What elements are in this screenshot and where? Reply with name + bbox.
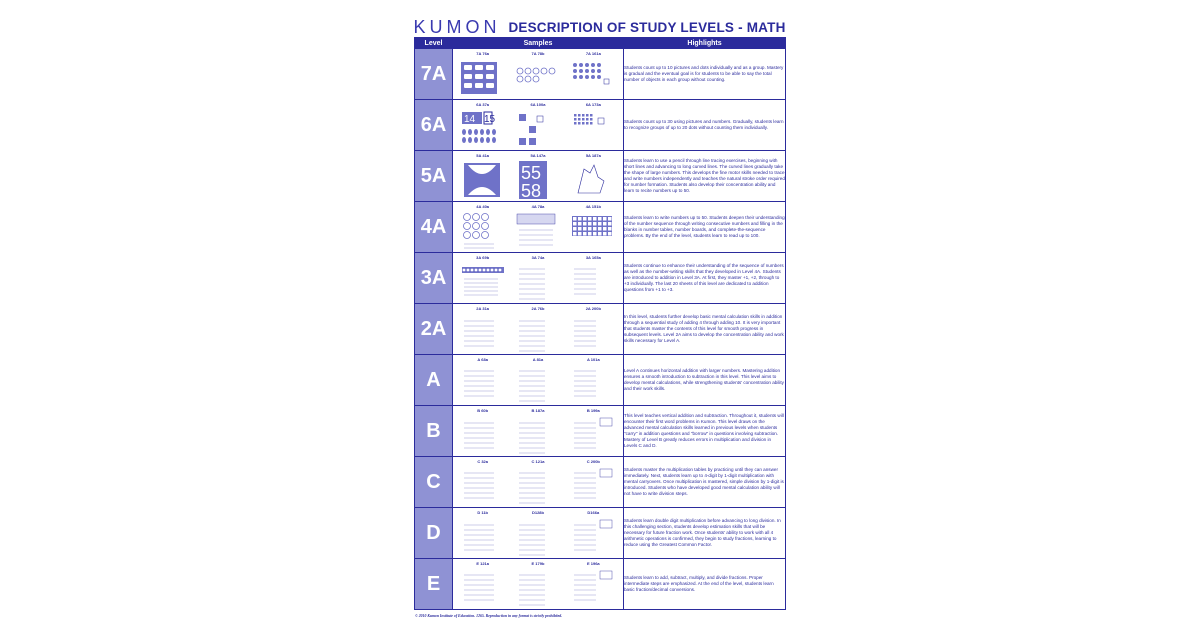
sample-label: 2A 200b: [585, 305, 601, 311]
level-row: [415, 355, 786, 406]
sample-label: B 187a: [531, 407, 545, 413]
sample-label: D128b: [531, 509, 544, 515]
svg-text:55: 55: [520, 162, 542, 183]
sample-worksheet: [512, 408, 564, 456]
level-badge: E: [415, 559, 453, 610]
samples-cell: [453, 355, 624, 406]
worksheet-thumbnail: [460, 108, 506, 148]
sample-label: A 81a: [532, 356, 544, 362]
sample-label: A 101a: [586, 356, 600, 362]
worksheet-thumbnail: [460, 210, 506, 250]
worksheet-thumbnail: [570, 465, 616, 505]
sample-label: E 121a: [476, 560, 489, 566]
highlights-text: Level A continues horizontal addition with larger numbers. Mastering addition ensures a smooth introduction to subtraction in this level. This level aims to develop mental calculations, while strengthening students' concentration ability and their work skills.: [624, 355, 786, 406]
level-row: [415, 304, 786, 355]
sample-worksheet: [457, 153, 509, 201]
worksheet-thumbnail: [460, 465, 506, 505]
worksheet-thumbnail: [515, 210, 561, 250]
worksheet-thumbnail: [515, 108, 561, 148]
sample-worksheet: [512, 510, 564, 558]
sample-worksheet: [567, 561, 619, 609]
level-badge: A: [415, 355, 453, 406]
highlights-text: Students master the multiplication tables by practicing until they can answer immediately. Next, students learn up to 4-digit by 1-digit multiplication with mental carryovers. Once multiplication is mastered, simple division by 1-digit is introduced. Students who have developed good mental calculation ability will not have to write division steps.: [624, 457, 786, 508]
worksheet-thumbnail: [570, 516, 616, 556]
sample-worksheet: [457, 51, 509, 99]
worksheet-thumbnail: [570, 363, 616, 403]
level-badge: 2A: [415, 304, 453, 355]
samples-cell: [453, 559, 624, 610]
sample-label: 2A 76b: [531, 305, 545, 311]
sample-label: E 196a: [586, 560, 600, 566]
sample-label: 6A 37a: [476, 101, 490, 107]
sample-worksheet: [512, 561, 564, 609]
sample-worksheet: [567, 255, 619, 303]
sample-worksheet: [567, 510, 619, 558]
samples-cell: [453, 202, 624, 253]
sample-label: E 179b: [531, 560, 545, 566]
level-badge: D: [415, 508, 453, 559]
sample-worksheet: [567, 306, 619, 354]
sample-label: 2A 31a: [476, 305, 490, 311]
highlights-text: This level teaches vertical addition and subtraction. Throughout it, students will encounter their first word problems in Kumon. This level draws on the advanced mental calculation skills learned in previous levels when students "carry" in addition questions and "borrow" in questions involving subtraction. Mastery of Level B greatly reduces errors in multiplication and division in Levels C and D.: [624, 406, 786, 457]
level-row: [415, 49, 786, 100]
sample-worksheet: [457, 357, 509, 405]
worksheet-thumbnail: [515, 516, 561, 556]
worksheet-thumbnail: [460, 363, 506, 403]
sample-label: 4A 78a: [531, 203, 545, 209]
sample-label: 5A 41a: [476, 152, 490, 158]
highlights-text: Students continue to enhance their understanding of the sequence of numbers as well as the number-writing skills that they developed in Level 4A. Students are introduced to addition in Level 3A. At first, they master +1, +2, through to +3 individually. The last 20 sheets of this level are dedicated to addition questions from +1 to +3.: [624, 253, 786, 304]
level-column-header: Level: [415, 38, 453, 49]
sample-worksheet: [457, 408, 509, 456]
worksheet-thumbnail: [515, 57, 561, 97]
worksheet-thumbnail: [460, 159, 506, 199]
sample-label: 7A 76a: [476, 50, 490, 56]
level-row: [415, 406, 786, 457]
brand-name: KUMON: [413, 16, 501, 37]
samples-cell: [453, 49, 624, 100]
sample-label: 4A 151b: [585, 203, 601, 209]
svg-text:15: 15: [483, 113, 495, 125]
level-row: [415, 151, 786, 202]
sample-label: D166a: [587, 509, 600, 515]
sample-worksheet: [567, 102, 619, 150]
sample-label: A 68a: [477, 356, 488, 362]
sample-label: C 200b: [586, 458, 600, 464]
sample-label: 6A 173a: [585, 101, 601, 107]
samples-column-header: Samples: [453, 38, 624, 49]
sample-worksheet: [512, 153, 564, 201]
level-badge: 6A: [415, 100, 453, 151]
sample-worksheet: [512, 204, 564, 252]
worksheet-thumbnail: [570, 159, 616, 199]
sample-label: B 60b: [477, 407, 489, 413]
sample-worksheet: [567, 459, 619, 507]
worksheet-thumbnail: [570, 567, 616, 607]
highlights-text: Students learn to use a pencil through line tracing exercises, beginning with short lines and advancing to long curved lines. The curved lines gradually take the shape of large numbers. This develops the fine motor skills needed to trace and write numbers independently and teaches the natural stroke order required for number formation. Students also develop their concentration ability and learn to recite numbers up to 50.: [624, 151, 786, 202]
sample-worksheet: [457, 306, 509, 354]
sample-worksheet: [567, 51, 619, 99]
samples-cell: [453, 406, 624, 457]
sample-label: B 199a: [586, 407, 600, 413]
worksheet-thumbnail: [515, 312, 561, 352]
samples-cell: [453, 457, 624, 508]
levels-table: [414, 37, 786, 610]
samples-cell: [453, 253, 624, 304]
worksheet-thumbnail: [460, 261, 506, 301]
kumon-logo: [413, 17, 500, 38]
worksheet-thumbnail: [515, 261, 561, 301]
sample-label: 7A 161a: [585, 50, 601, 56]
sample-worksheet: [457, 204, 509, 252]
sample-label: D 11b: [477, 509, 488, 515]
sample-worksheet: [457, 510, 509, 558]
sample-label: C 121a: [531, 458, 545, 464]
level-badge: B: [415, 406, 453, 457]
sample-worksheet: [457, 255, 509, 303]
worksheet-thumbnail: [570, 312, 616, 352]
sample-worksheet: [457, 459, 509, 507]
sample-worksheet: [457, 561, 509, 609]
worksheet-thumbnail: [515, 414, 561, 454]
worksheet-thumbnail: [515, 159, 561, 199]
worksheet-thumbnail: [570, 414, 616, 454]
highlights-text: Students learn to write numbers up to 50. Students deepen their understanding of the number sequence through writing consecutive numbers and filling in the blanks in number tables, number boards, and complete-the-sequence problems. By the end of the level, students learn to read up to 100.: [624, 202, 786, 253]
study-levels-sheet: [413, 0, 786, 630]
sample-label: 7A 78b: [531, 50, 545, 56]
sample-label: 6A 100a: [530, 101, 546, 107]
worksheet-thumbnail: [460, 414, 506, 454]
sample-worksheet: [567, 204, 619, 252]
sample-label: 3A 69b: [476, 254, 490, 260]
level-badge: 7A: [415, 49, 453, 100]
sample-label: C 32a: [477, 458, 488, 464]
worksheet-thumbnail: [460, 312, 506, 352]
level-row: [415, 100, 786, 151]
level-row: [415, 559, 786, 610]
worksheet-thumbnail: [460, 516, 506, 556]
copyright-footer: © 2010 Kumon Institute of Education. 1265. Reproduction in any format is strictly prohibited.: [415, 614, 563, 618]
sample-worksheet: [567, 153, 619, 201]
worksheet-thumbnail: [515, 567, 561, 607]
svg-text:58: 58: [520, 180, 542, 199]
samples-cell: [453, 304, 624, 355]
highlights-text: In this level, students further develop basic mental calculation skills in addition through a sequential study of adding 4 through adding 10. It is very important that students master the contents of this level for smooth progress in subsequent levels. Level 2A aims to develop the concentration ability and work skills necessary for Level A.: [624, 304, 786, 355]
highlights-column-header: Highlights: [624, 38, 786, 49]
level-badge: 3A: [415, 253, 453, 304]
sample-worksheet: [512, 51, 564, 99]
level-row: [415, 457, 786, 508]
sample-label: 3A 165a: [585, 254, 601, 260]
worksheet-thumbnail: [515, 465, 561, 505]
sample-label: 5A 147a: [530, 152, 546, 158]
sample-label: 3A 74a: [531, 254, 545, 260]
worksheet-thumbnail: [515, 363, 561, 403]
samples-cell: [453, 508, 624, 559]
worksheet-thumbnail: [570, 108, 616, 148]
level-row: [415, 508, 786, 559]
sample-worksheet: [567, 408, 619, 456]
level-row: [415, 202, 786, 253]
worksheet-thumbnail: [570, 261, 616, 301]
level-badge: 4A: [415, 202, 453, 253]
worksheet-thumbnail: [460, 57, 506, 97]
samples-cell: [453, 151, 624, 202]
sample-worksheet: [567, 357, 619, 405]
level-row: [415, 253, 786, 304]
sample-worksheet: [512, 357, 564, 405]
sample-label: 4A 40a: [476, 203, 490, 209]
worksheet-thumbnail: [570, 57, 616, 97]
page-title: DESCRIPTION OF STUDY LEVELS - MATH: [508, 19, 786, 35]
sample-worksheet: [512, 459, 564, 507]
highlights-text: Students learn to add, subtract, multiply, and divide fractions. Proper intermediate steps are emphasized. At the end of the level, students learn basic fraction/decimal conversions.: [624, 559, 786, 610]
sample-worksheet: [512, 102, 564, 150]
sample-label: 5A 187a: [585, 152, 601, 158]
highlights-text: Students count up to 30 using pictures and numbers. Gradually, students learn to recognize groups of up to 20 dots without counting them individually.: [624, 100, 786, 151]
level-badge: C: [415, 457, 453, 508]
highlights-text: Students count up to 10 pictures and dots individually and as a group. Mastery is gradual and the eventual goal is for students to be able to say the total number of objects in each group without counting.: [624, 49, 786, 100]
samples-cell: [453, 100, 624, 151]
sample-worksheet: [457, 102, 509, 150]
svg-text:14: 14: [463, 113, 475, 125]
worksheet-thumbnail: [570, 210, 616, 250]
sample-worksheet: [512, 255, 564, 303]
level-badge: 5A: [415, 151, 453, 202]
worksheet-thumbnail: [460, 567, 506, 607]
highlights-text: Students learn double digit multiplication before advancing to long division. In this challenging section, students develop estimation skills that will be necessary for future fraction work. Once students' ability to work with all 4 arithmetic operations is confirmed, they begin to study fractions, learning to reduce using the Greatest Common Factor.: [624, 508, 786, 559]
sample-worksheet: [512, 306, 564, 354]
